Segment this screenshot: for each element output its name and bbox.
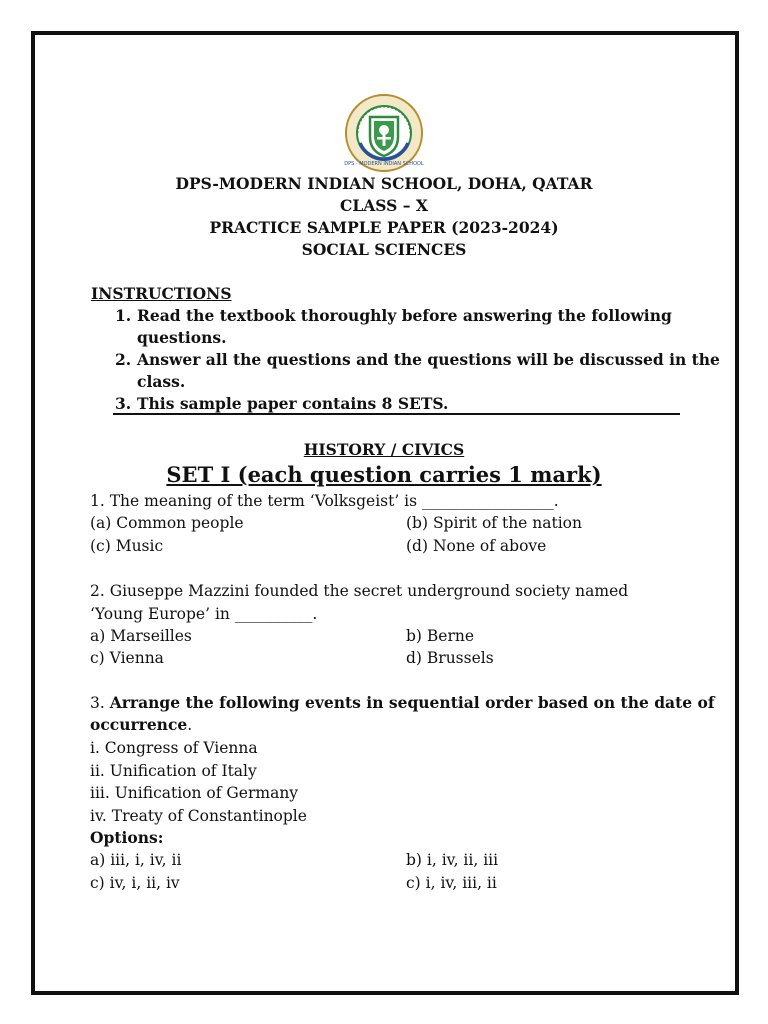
instruction-2-number: 2. [115, 350, 132, 369]
instruction-1-number: 1. [115, 306, 132, 325]
paper-title: PRACTICE SAMPLE PAPER (2023-2024) [209, 218, 559, 237]
question-1-option-c: (c) Music [90, 537, 164, 555]
set-title: SET I (each question carries 1 mark) [166, 462, 602, 487]
instruction-3-text: This sample paper contains 8 SETS. [137, 394, 449, 413]
question-2-option-a: a) Marseilles [90, 627, 192, 645]
subject-title: SOCIAL SCIENCES [301, 240, 467, 259]
instruction-3-number: 3. [115, 394, 132, 413]
question-2-text: 2. Giuseppe Mazzini founded the secret underground society named [90, 582, 629, 600]
question-1-option-d: (d) None of above [406, 537, 547, 555]
question-3-event-iv: iv. Treaty of Constantinople [90, 807, 307, 825]
question-2-option-c: c) Vienna [90, 649, 164, 667]
question-3-event-i: i. Congress of Vienna [90, 739, 258, 757]
section-heading: HISTORY / CIVICS [303, 440, 465, 459]
svg-text:DPS - MODERN INDIAN SCHOOL: DPS - MODERN INDIAN SCHOOL [344, 161, 424, 167]
instruction-2-text-cont: class. [137, 372, 186, 391]
question-3-instruction: Arrange the following events in sequential order based on the date of [109, 693, 715, 712]
school-name: DPS-MODERN INDIAN SCHOOL, DOHA, QATAR [175, 174, 593, 193]
school-logo [344, 93, 424, 173]
question-3-instruction-cont: occurrence [90, 715, 188, 734]
question-1-option-b: (b) Spirit of the nation [406, 514, 582, 532]
question-3-period: . [187, 716, 193, 734]
question-1-option-a: (a) Common people [90, 514, 244, 532]
question-3-option-c: c) iv, i, ii, iv [90, 874, 180, 892]
question-1-text: 1. The meaning of the term ‘Volksgeist’ is _________________. [90, 492, 559, 510]
question-2-text-cont: ‘Young Europe’ in __________. [90, 605, 318, 623]
question-3-number: 3. [90, 694, 110, 712]
question-2-option-d: d) Brussels [406, 649, 494, 667]
question-3-text-cont [90, 714, 192, 736]
class-label: CLASS – X [340, 196, 428, 215]
question-3-option-b: b) i, iv, ii, iii [406, 851, 499, 869]
question-3-event-iii: iii. Unification of Germany [90, 784, 299, 802]
question-3-event-ii: ii. Unification of Italy [90, 762, 257, 780]
instructions-heading: INSTRUCTIONS [91, 284, 232, 303]
question-3-option-c-alt: c) i, iv, iii, ii [406, 874, 497, 892]
question-2-option-b: b) Berne [406, 627, 475, 645]
instruction-2-text: Answer all the questions and the questions will be discussed in the [137, 350, 720, 369]
instructions-divider [113, 413, 680, 415]
question-3-option-a: a) iii, i, iv, ii [90, 851, 182, 869]
instruction-1-text-cont: questions. [137, 328, 227, 347]
instruction-1-text: Read the textbook thoroughly before answering the following [137, 306, 672, 325]
question-3-options-label: Options: [90, 828, 164, 847]
question-3-text [90, 692, 715, 714]
